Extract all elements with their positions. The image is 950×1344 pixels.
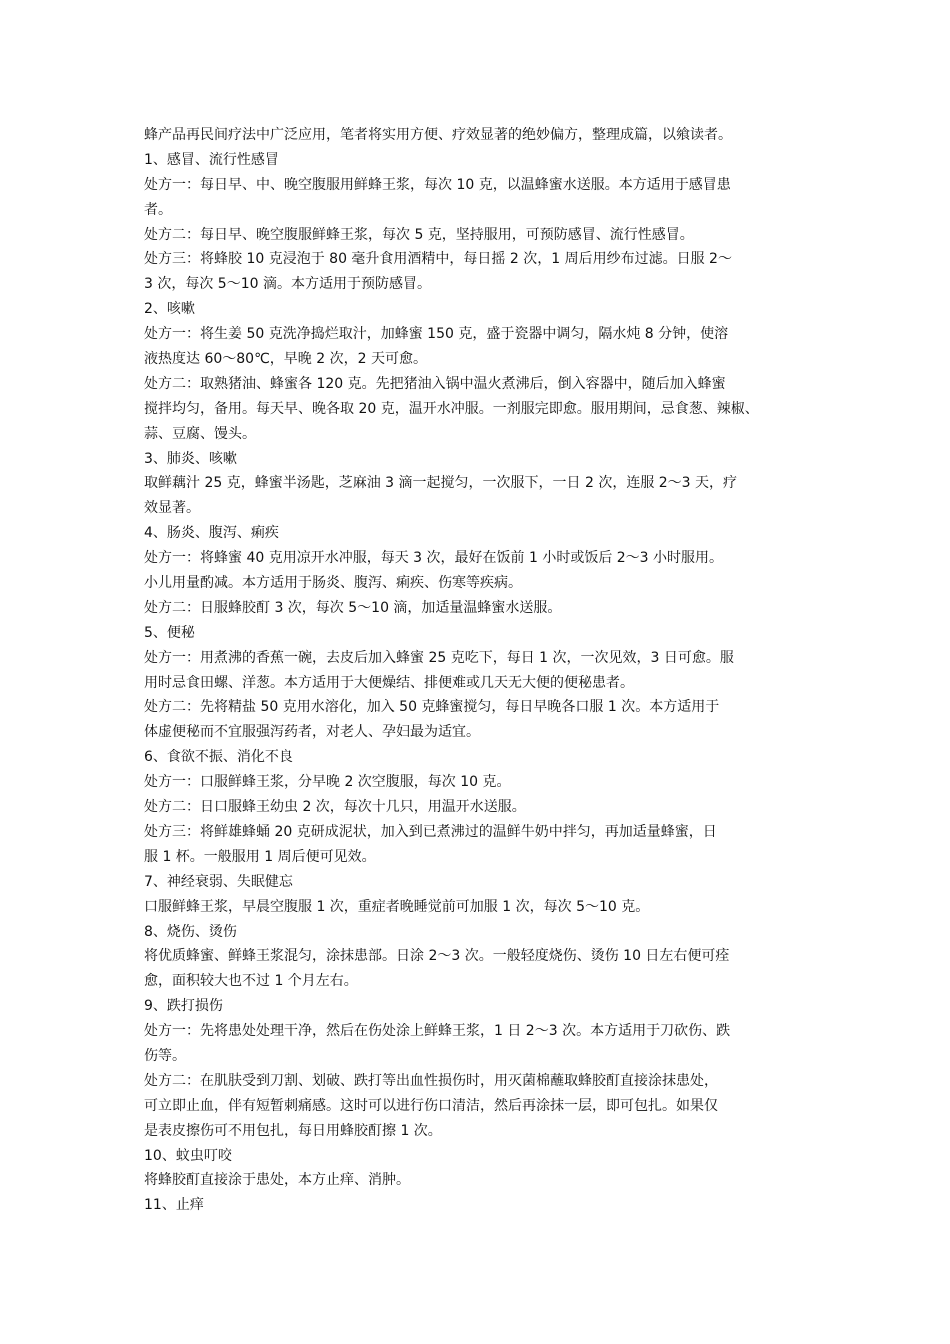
text-line: 将蜂胶酊直接涂于患处，本方止痒、消肿。 — [144, 1172, 410, 1189]
text-line: 处方三：将鲜雄蜂蛹 20 克研成泥状，加入到已煮沸过的温鲜牛奶中拌匀，再加适量蜂蜜，日 — [144, 823, 717, 840]
text-line: 将优质蜂蜜、鲜蜂王浆混匀，涂抹患部。日涂 2～3 次。一般轻度烧伤、烫伤 10 日左右便可痊 — [144, 948, 730, 965]
text-line: 处方一：用煮沸的香蕉一碗，去皮后加入蜂蜜 25 克吃下，每日 1 次，一次见效，3 日可愈。服 — [144, 649, 734, 666]
text-line: 处方二：日口服蜂王幼虫 2 次，每次十几只，用温开水送服。 — [144, 799, 526, 816]
section-heading-enteritis: 4、肠炎、腹泻、痢疾 — [144, 525, 279, 542]
document-page — [144, 123, 816, 1218]
section-heading-cold: 1、感冒、流行性感冒 — [144, 151, 279, 168]
text-line: 3 次，每次 5～10 滴。本方适用于预防感冒。 — [144, 276, 431, 293]
section-heading-burns: 8、烧伤、烫伤 — [144, 923, 237, 940]
text-line: 处方一：将蜂蜜 40 克用凉开水冲服，每天 3 次，最好在饭前 1 小时或饭后 2～3 小时服用。 — [144, 550, 724, 567]
text-line: 搅拌均匀，备用。每天早、晚各取 20 克，温开水冲服。一剂服完即愈。服用期间，忌食葱、辣椒、 — [144, 400, 759, 417]
text-line: 用时忌食田螺、洋葱。本方适用于大便燥结、排便难或几天无大便的便秘患者。 — [144, 674, 634, 691]
text-line: 处方三：将蜂胶 10 克浸泡于 80 毫升食用酒精中，每日摇 2 次，1 周后用纱布过滤。日服 2～ — [144, 251, 732, 268]
section-heading-insomnia: 7、神经衰弱、失眠健忘 — [144, 873, 293, 890]
text-line: 效显著。 — [144, 500, 200, 517]
text-line: 伤等。 — [144, 1047, 186, 1064]
text-line: 处方二：先将精盐 50 克用水溶化，加入 50 克蜂蜜搅匀，每日早晚各口服 1 次。本方适用于 — [144, 699, 720, 716]
text-line: 取鲜藕汁 25 克，蜂蜜半汤匙，芝麻油 3 滴一起搅匀，一次服下，一日 2 次，连服 2～3 天，疗 — [144, 475, 738, 492]
section-heading-cough: 2、咳嗽 — [144, 301, 195, 318]
section-heading-insect-bites: 10、蚊虫叮咬 — [144, 1147, 232, 1164]
text-line: 可立即止血，伴有短暂刺痛感。这时可以进行伤口清洁，然后再涂抹一层，即可包扎。如果仅 — [144, 1097, 718, 1114]
text-line: 小儿用量酌减。本方适用于肠炎、腹泻、痢疾、伤寒等疾病。 — [144, 575, 522, 592]
text-line: 处方一：每日早、中、晚空腹服用鲜蜂王浆，每次 10 克，以温蜂蜜水送服。本方适用于感冒患 — [144, 176, 731, 193]
text-line: 处方一：口服鲜蜂王浆，分早晚 2 次空腹服，每次 10 克。 — [144, 774, 511, 791]
text-line: 体虚便秘而不宜服强泻药者，对老人、孕妇最为适宜。 — [144, 724, 480, 741]
intro-paragraph: 蜂产品再民间疗法中广泛应用，笔者将实用方便、疗效显著的绝妙偏方，整理成篇，以飨读者。 — [144, 127, 732, 143]
text-line: 处方二：取熟猪油、蜂蜜各 120 克。先把猪油入锅中温火煮沸后，倒入容器中，随后加入蜂蜜 — [144, 375, 726, 392]
section-heading-pneumonia: 3、肺炎、咳嗽 — [144, 450, 237, 467]
text-line: 者。 — [144, 201, 172, 218]
text-line: 液热度达 60～80℃，早晚 2 次，2 天可愈。 — [144, 351, 427, 368]
text-line: 服 1 杯。一般服用 1 周后便可见效。 — [144, 848, 376, 865]
text-line: 是表皮擦伤可不用包扎，每日用蜂胶酊擦 1 次。 — [144, 1122, 442, 1139]
text-line: 愈，面积较大也不过 1 个月左右。 — [144, 973, 358, 990]
text-line: 处方二：每日早、晚空腹服鲜蜂王浆，每次 5 克，坚持服用，可预防感冒、流行性感冒。 — [144, 226, 694, 243]
text-line: 处方二：日服蜂胶酊 3 次，每次 5～10 滴，加适量温蜂蜜水送服。 — [144, 599, 562, 616]
section-heading-constipation: 5、便秘 — [144, 624, 195, 641]
section-heading-itching: 11、止痒 — [144, 1197, 204, 1214]
text-line: 蒜、豆腐、馒头。 — [144, 425, 256, 442]
text-line: 口服鲜蜂王浆，早晨空腹服 1 次，重症者晚睡觉前可加服 1 次，每次 5～10 克。 — [144, 898, 650, 915]
section-heading-injury: 9、跌打损伤 — [144, 998, 223, 1015]
text-line: 处方二：在肌肤受到刀割、划破、跌打等出血性损伤时，用灭菌棉蘸取蜂胶酊直接涂抹患处， — [144, 1072, 718, 1089]
section-heading-indigestion: 6、食欲不振、消化不良 — [144, 749, 293, 766]
text-line: 处方一：将生姜 50 克洗净捣烂取汁，加蜂蜜 150 克，盛于瓷器中调匀，隔水炖 8 分钟，使溶 — [144, 326, 729, 343]
text-line: 处方一：先将患处处理干净，然后在伤处涂上鲜蜂王浆，1 日 2～3 次。本方适用于刀砍伤、跌 — [144, 1023, 731, 1040]
